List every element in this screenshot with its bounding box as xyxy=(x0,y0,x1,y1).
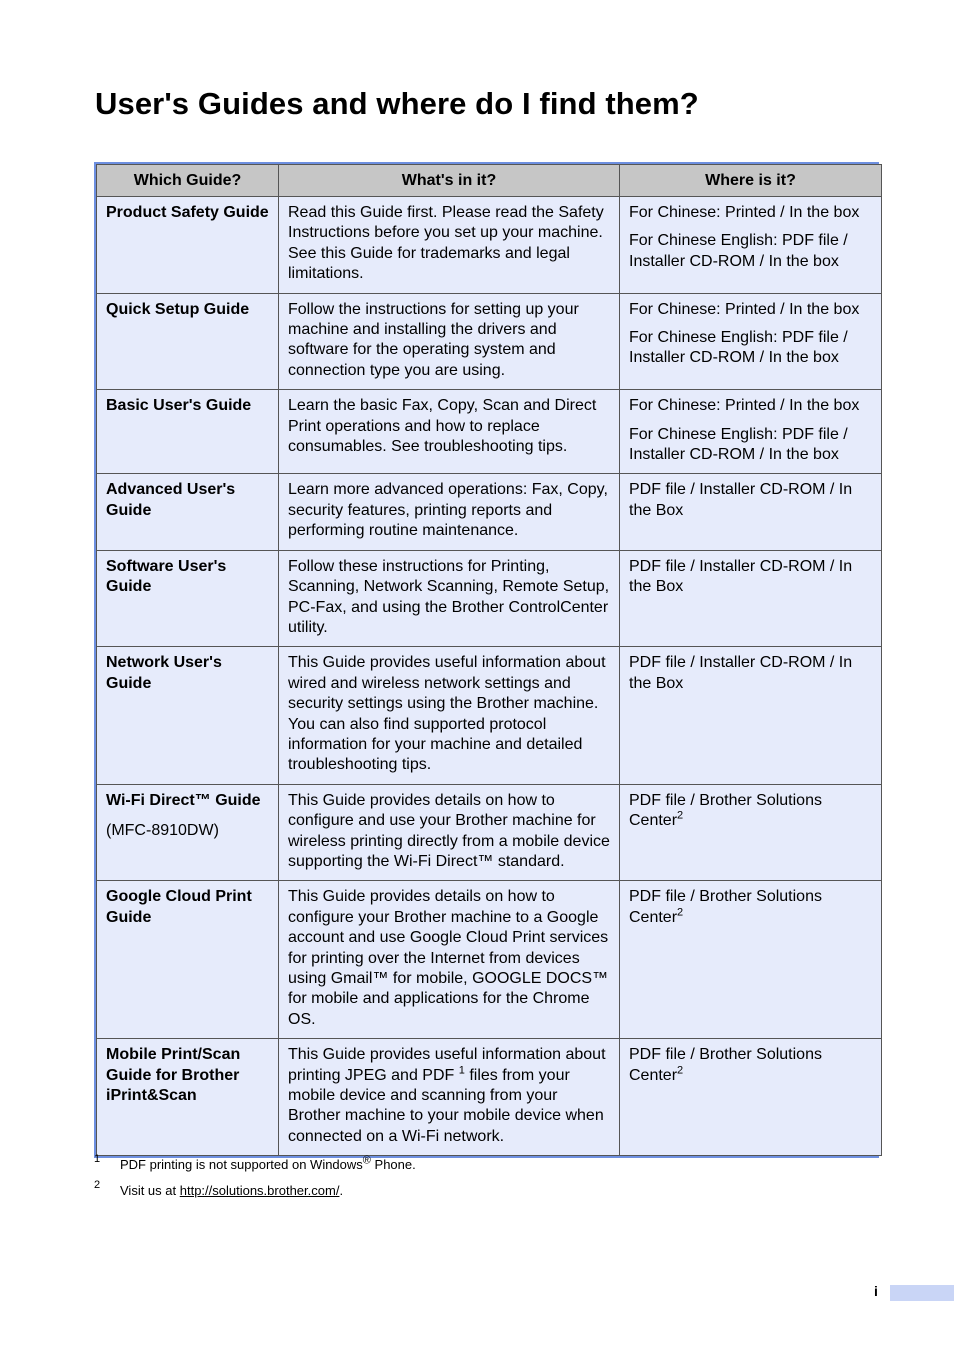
location-text: PDF file / Brother Solutions Center xyxy=(629,791,822,830)
footnote-ref: 2 xyxy=(677,809,684,822)
footnote-text xyxy=(120,1154,416,1172)
solutions-link[interactable]: http://solutions.brother.com/ xyxy=(179,1183,340,1198)
footnote-ref: 1 xyxy=(458,1064,465,1077)
guide-content: This Guide provides details on how to configure your Brother machine to a Google account and use Google Cloud Print services for printing over the Internet from devices using Gmail™ for mobile, GOOGLE DOCS™ for mobile and applications for the Chrome OS. xyxy=(279,881,620,1039)
footnote-text xyxy=(120,1183,343,1198)
footnote-text-main: Visit us at xyxy=(120,1183,180,1198)
guide-content: Follow these instructions for Printing, Scanning, Network Scanning, Remote Setup, PC-Fax, and using the Brother ControlCenter utility. xyxy=(279,550,620,647)
location-line: For Chinese English: PDF file / Installer CD-ROM / In the box xyxy=(629,425,848,464)
content-text-after: files from your mobile device and scanning from your Brother machine to your mobile device when connected on a Wi-Fi network. xyxy=(288,1066,604,1145)
guide-location xyxy=(620,474,882,550)
table-row xyxy=(97,647,882,784)
table-row xyxy=(97,293,882,390)
table-row xyxy=(97,1039,882,1156)
footnote-number: 1 xyxy=(94,1153,101,1165)
location-line: PDF file / Installer CD-ROM / In the Box xyxy=(629,481,853,519)
guide-name: Network User's Guide xyxy=(97,647,279,784)
location-line xyxy=(629,1045,872,1086)
table-header-row xyxy=(97,165,882,197)
page-number: i xyxy=(874,1283,878,1299)
location-line: For Chinese: Printed / In the box xyxy=(629,204,860,221)
footnote-text-after: . xyxy=(339,1183,344,1198)
table-row xyxy=(97,550,882,647)
table-row xyxy=(97,390,882,474)
table-row xyxy=(97,474,882,550)
guide-name: Software User's Guide xyxy=(97,550,279,647)
header-whats-in-it: What's in it? xyxy=(279,165,620,197)
guide-name: Basic User's Guide xyxy=(97,390,279,474)
footnote-ref: 2 xyxy=(677,1064,684,1077)
guide-location xyxy=(620,197,882,294)
guide-location xyxy=(620,1039,882,1156)
guide-location xyxy=(620,550,882,647)
guide-location xyxy=(620,293,882,390)
guide-location xyxy=(620,647,882,784)
guide-content: This Guide provides useful information about wired and wireless network settings and security settings using the Brother machine. You can also find supported protocol information for your machine and detailed troubleshooting tips. xyxy=(279,647,620,784)
header-which-guide: Which Guide? xyxy=(97,165,279,197)
footnote-text-after: Phone. xyxy=(370,1157,416,1172)
table-row xyxy=(97,784,882,881)
registered-mark: ® xyxy=(362,1154,371,1167)
location-line: PDF file / Installer CD-ROM / In the Box xyxy=(629,654,853,692)
footnote-number: 2 xyxy=(94,1179,101,1191)
guide-name-text: Wi-Fi Direct™ Guide xyxy=(106,791,261,809)
table-row xyxy=(97,197,882,294)
location-line xyxy=(629,791,872,832)
location-text: PDF file / Brother Solutions Center xyxy=(629,1046,822,1084)
guide-location xyxy=(620,784,882,881)
guide-content: Learn more advanced operations: Fax, Copy, security features, printing reports and performing routine maintenance. xyxy=(279,474,620,550)
guide-content: Learn the basic Fax, Copy, Scan and Direct Print operations and how to replace consumables. See troubleshooting tips. xyxy=(279,390,620,474)
guide-content: This Guide provides details on how to configure and use your Brother machine for wireless printing directly from a mobile device supporting the Wi-Fi Direct™ standard. xyxy=(279,784,620,881)
location-line: For Chinese English: PDF file / Installer CD-ROM / In the box xyxy=(629,329,848,367)
guide-name: Quick Setup Guide xyxy=(97,293,279,390)
guide-location xyxy=(620,390,882,474)
location-text: PDF file / Brother Solutions Center xyxy=(629,888,822,926)
location-line: For Chinese English: PDF file / Installer CD-ROM / In the box xyxy=(629,232,848,270)
location-line: For Chinese: Printed / In the box xyxy=(629,397,860,415)
guide-name: Google Cloud Print Guide xyxy=(97,881,279,1039)
guides-table xyxy=(94,162,879,1158)
page-title: User's Guides and where do I find them? xyxy=(95,86,699,121)
footnote-ref: 2 xyxy=(677,906,684,919)
table-row xyxy=(97,881,882,1039)
footnote-text-main: PDF printing is not supported on Windows xyxy=(120,1157,363,1172)
location-line: PDF file / Installer CD-ROM / In the Box xyxy=(629,557,853,596)
guide-name: Product Safety Guide xyxy=(97,197,279,294)
location-line: For Chinese: Printed / In the box xyxy=(629,300,860,318)
guide-location xyxy=(620,881,882,1039)
guide-content: Follow the instructions for setting up your machine and installing the drivers and software for the operating system and connection type you are using. xyxy=(279,293,620,390)
page-tab-marker xyxy=(890,1285,954,1301)
guide-name: Advanced User's Guide xyxy=(97,474,279,550)
header-where-is-it: Where is it? xyxy=(620,165,882,197)
guide-model: (MFC-8910DW) xyxy=(106,822,219,840)
location-line xyxy=(629,887,872,928)
guide-content: Read this Guide first. Please read the Safety Instructions before you set up your machine. See this Guide for trademarks and legal limitations. xyxy=(279,197,620,294)
guide-name xyxy=(97,784,279,881)
guide-content xyxy=(279,1039,620,1156)
content-text: This Guide provides useful information about printing JPEG and PDF xyxy=(288,1046,606,1084)
guide-name: Mobile Print/Scan Guide for Brother iPrint&Scan xyxy=(97,1039,279,1156)
